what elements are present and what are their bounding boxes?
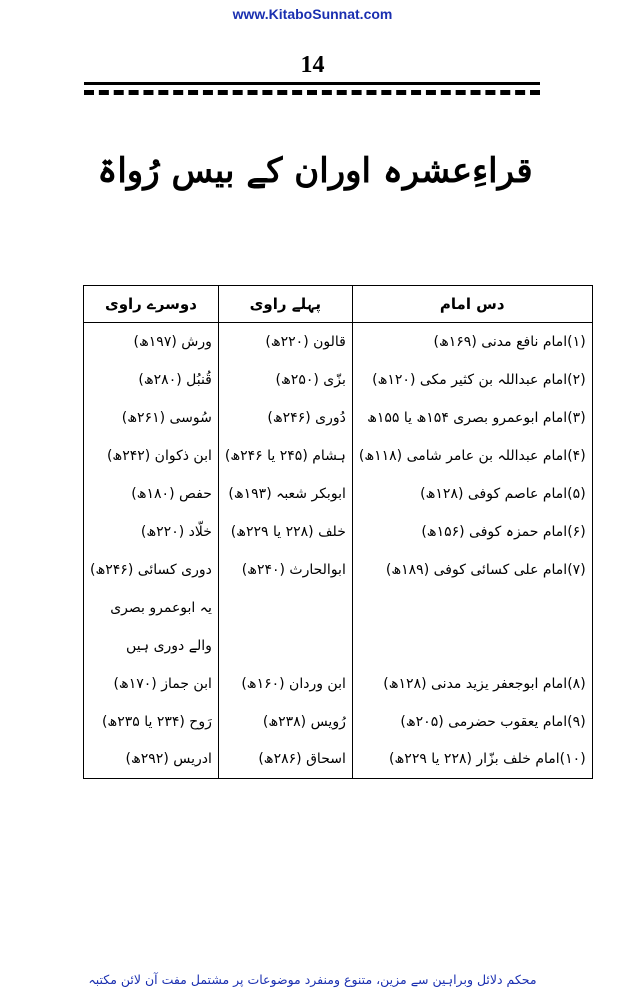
imam-cell: (۶)امام حمزہ کوفی (۱۵۶ھ) [352, 513, 592, 551]
table-header-row [84, 286, 593, 323]
second-rawi-cell: رَوح (۲۳۴ یا ۲۳۵ھ) [84, 703, 219, 741]
first-rawi-cell: ہشام (۲۴۵ یا ۲۴۶ھ) [218, 437, 352, 475]
imam-cell: (۴)امام عبداللہ بن عامر شامی (۱۱۸ھ) [352, 437, 592, 475]
first-rawi-cell: خلف (۲۲۸ یا ۲۲۹ھ) [218, 513, 352, 551]
second-rawi-cell: سُوسی (۲۶۱ھ) [84, 399, 219, 437]
first-rawi-cell: دُوری (۲۴۶ھ) [218, 399, 352, 437]
footer-tagline: محکم دلائل وبراہین سے مزین، متنوع ومنفرد موضوعات پر مشتمل مفت آن لائن مکتبہ [88, 972, 537, 987]
header-first-rawi: پہلے راوی [218, 286, 352, 323]
second-rawi-cell: دوری کسائی (۲۴۶ھ) [84, 551, 219, 589]
first-rawi-cell: ابن وردان (۱۶۰ھ) [218, 665, 352, 703]
imam-cell: (۹)امام یعقوب حضرمی (۲۰۵ھ) [352, 703, 592, 741]
site-url[interactable]: www.KitaboSunnat.com [232, 6, 393, 22]
second-rawi-cell: ابن جماز (۱۷۰ھ) [84, 665, 219, 703]
header-rule [84, 82, 540, 85]
header-dashed-rule [84, 90, 540, 95]
table-row [84, 323, 593, 361]
second-rawi-cell: حفص (۱۸۰ھ) [84, 475, 219, 513]
first-rawi-cell: اسحاق (۲۸۶ھ) [218, 741, 352, 779]
table-row [84, 551, 593, 589]
second-rawi-cell: ادریس (۲۹۲ھ) [84, 741, 219, 779]
table-row [84, 741, 593, 779]
table-row [84, 475, 593, 513]
first-rawi-cell: بزّی (۲۵۰ھ) [218, 361, 352, 399]
page-number: 14 [300, 52, 325, 78]
table-row [84, 437, 593, 475]
second-rawi-cell: ابن ذکوان (۲۴۲ھ) [84, 437, 219, 475]
header-second-rawi: دوسرے راوی [84, 286, 219, 323]
first-rawi-cell: ابوبکر شعبہ (۱۹۳ھ) [218, 475, 352, 513]
imam-cell: (۸)امام ابوجعفر یزید مدنی (۱۲۸ھ) [352, 665, 592, 703]
imam-cell: (۱)امام نافع مدنی (۱۶۹ھ) [352, 323, 592, 361]
table-row [84, 399, 593, 437]
table-row [84, 703, 593, 741]
header-imam: دس امام [352, 286, 592, 323]
imam-cell: (۷)امام علی کسائی کوفی (۱۸۹ھ) [352, 551, 592, 589]
imam-cell: (۱۰)امام خلف بزّار (۲۲۸ یا ۲۲۹ھ) [352, 741, 592, 779]
second-rawi-cell: خلّاد (۲۲۰ھ) [84, 513, 219, 551]
duri-note: یہ ابوعمرو بصری والے دوری ہیں [84, 589, 219, 665]
table-row [84, 361, 593, 399]
note-row [84, 589, 593, 665]
imam-cell: (۲)امام عبداللہ بن کثیر مکی (۱۲۰ھ) [352, 361, 592, 399]
first-rawi-cell: قالون (۲۲۰ھ) [218, 323, 352, 361]
qurra-table [83, 285, 593, 779]
first-rawi-cell-empty [218, 589, 352, 665]
first-rawi-cell: رُویس (۲۳۸ھ) [218, 703, 352, 741]
page-title: قراءِعشرہ اوران کے بیس رُواۃ [97, 151, 533, 191]
second-rawi-cell: قُنبُل (۲۸۰ھ) [84, 361, 219, 399]
imam-cell: (۳)امام ابوعمرو بصری ۱۵۴ھ یا ۱۵۵ھ [352, 399, 592, 437]
imam-cell-empty [352, 589, 592, 665]
table-row [84, 513, 593, 551]
imam-cell: (۵)امام عاصم کوفی (۱۲۸ھ) [352, 475, 592, 513]
first-rawi-cell: ابوالحارث (۲۴۰ھ) [218, 551, 352, 589]
second-rawi-cell: ورش (۱۹۷ھ) [84, 323, 219, 361]
table-row [84, 665, 593, 703]
